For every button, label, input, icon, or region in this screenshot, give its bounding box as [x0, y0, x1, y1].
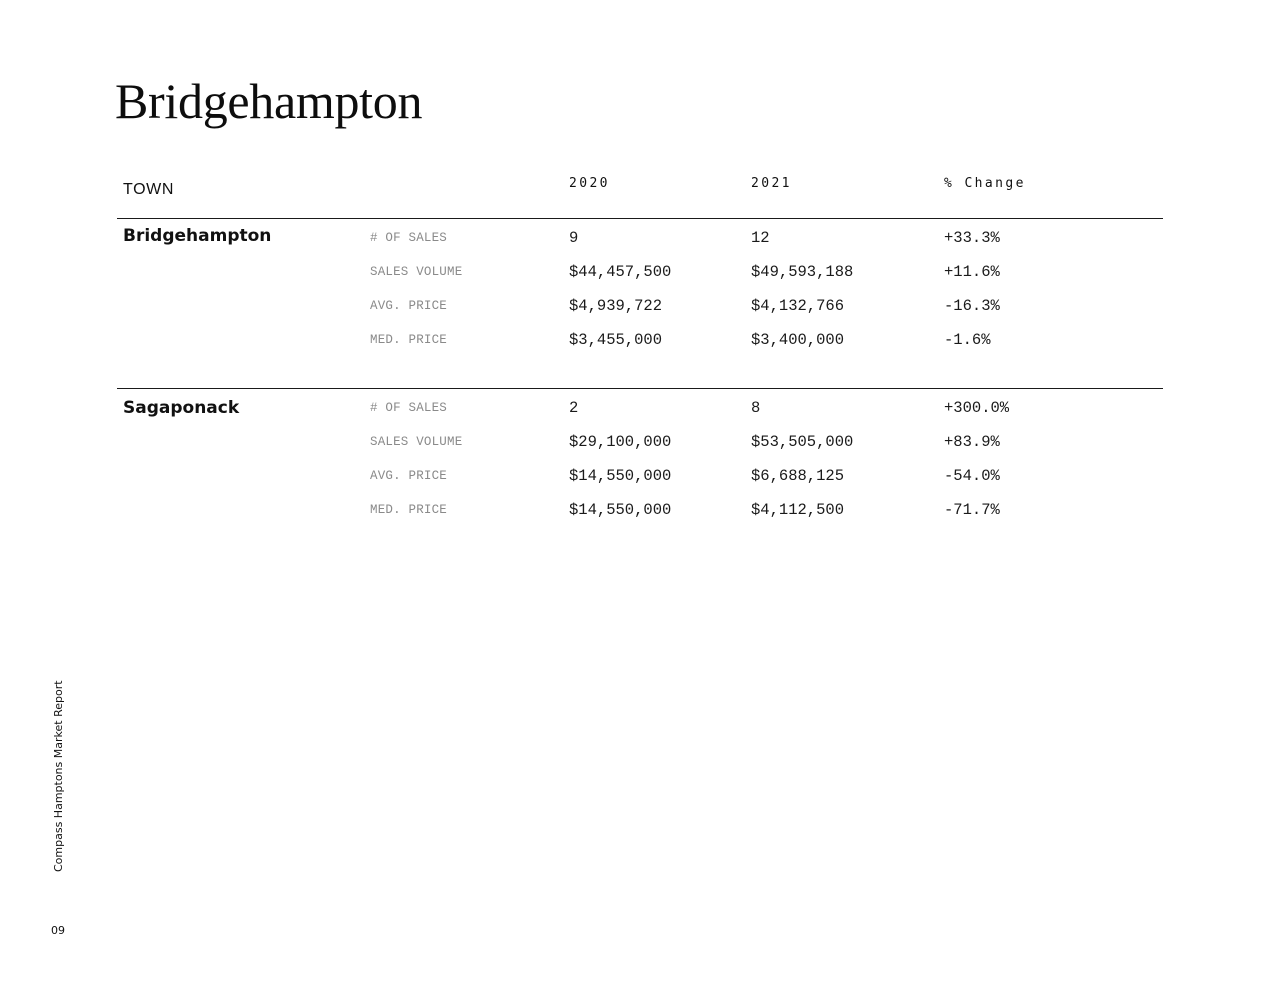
value-2020: $44,457,500: [569, 263, 672, 281]
table-row: [0, 433, 1280, 467]
value-2021: 8: [751, 399, 761, 417]
value-2021: $6,688,125: [751, 467, 845, 485]
metric-label: SALES VOLUME: [370, 435, 463, 449]
value-2020: $14,550,000: [569, 501, 672, 519]
report-name-caption: Compass Hamptons Market Report: [52, 680, 65, 872]
column-header-town: TOWN: [123, 181, 174, 198]
table-row: [0, 467, 1280, 501]
section-divider: [117, 218, 1163, 219]
value-2020: $29,100,000: [569, 433, 672, 451]
column-header-2021: 2021: [751, 176, 792, 191]
section-divider: [117, 388, 1163, 389]
value-change: -1.6%: [944, 331, 991, 349]
value-change: +11.6%: [944, 263, 1000, 281]
value-2021: $4,132,766: [751, 297, 845, 315]
value-2020: $3,455,000: [569, 331, 663, 349]
value-2020: 9: [569, 229, 579, 247]
value-change: +300.0%: [944, 399, 1010, 417]
value-change: +83.9%: [944, 433, 1000, 451]
table-row: [0, 399, 1280, 433]
value-2020: $4,939,722: [569, 297, 663, 315]
value-change: -71.7%: [944, 501, 1000, 519]
metric-label: MED. PRICE: [370, 503, 448, 517]
table-row: [0, 331, 1280, 365]
value-2020: $14,550,000: [569, 467, 672, 485]
column-header-2020: 2020: [569, 176, 610, 191]
metric-label: AVG. PRICE: [370, 469, 448, 483]
table-row: [0, 229, 1280, 263]
town-name: Sagaponack: [123, 398, 240, 418]
column-header-change: % Change: [944, 176, 1026, 191]
table-row: [0, 501, 1280, 535]
value-2021: $3,400,000: [751, 331, 845, 349]
table-row: [0, 297, 1280, 331]
page-number: 09: [51, 924, 65, 937]
value-2021: $49,593,188: [751, 263, 854, 281]
metric-label: SALES VOLUME: [370, 265, 463, 279]
value-change: -16.3%: [944, 297, 1000, 315]
table-row: [0, 263, 1280, 297]
metric-label: AVG. PRICE: [370, 299, 448, 313]
metric-label: MED. PRICE: [370, 333, 448, 347]
metric-label: # OF SALES: [370, 401, 448, 415]
value-2020: 2: [569, 399, 579, 417]
value-change: +33.3%: [944, 229, 1000, 247]
value-change: -54.0%: [944, 467, 1000, 485]
value-2021: $53,505,000: [751, 433, 854, 451]
value-2021: $4,112,500: [751, 501, 845, 519]
value-2021: 12: [751, 229, 770, 247]
town-name: Bridgehampton: [123, 226, 272, 246]
metric-label: # OF SALES: [370, 231, 448, 245]
page-title: Bridgehampton: [115, 73, 423, 129]
